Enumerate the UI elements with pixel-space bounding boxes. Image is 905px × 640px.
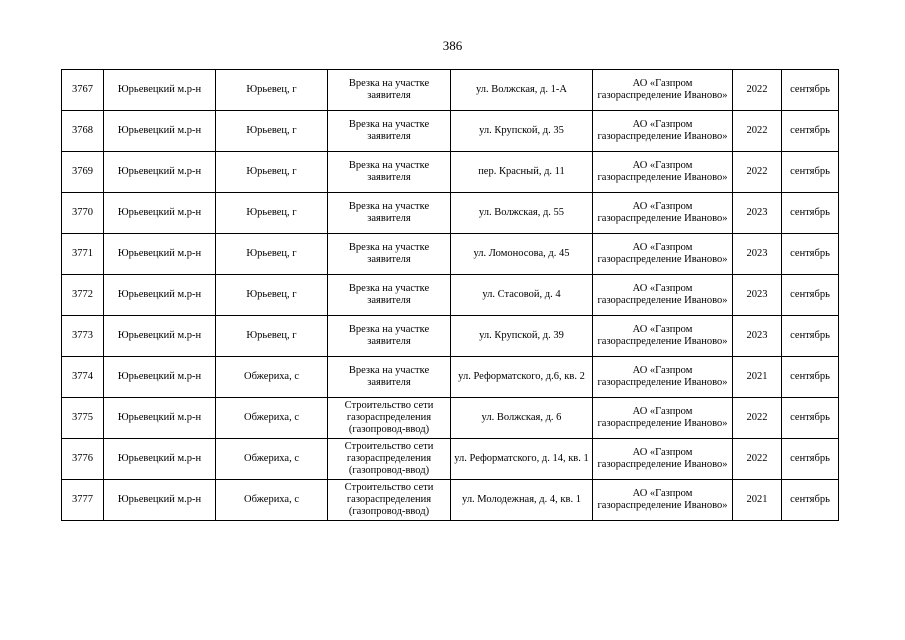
cell-district: Юрьевецкий м.р-н (104, 480, 216, 521)
table-row (62, 316, 839, 357)
cell-month: сентябрь (782, 398, 839, 439)
cell-locality: Обжериха, с (216, 357, 328, 398)
cell-address: ул. Крупской, д. 35 (451, 111, 593, 152)
cell-month: сентябрь (782, 480, 839, 521)
cell-month: сентябрь (782, 357, 839, 398)
cell-address: ул. Молодежная, д. 4, кв. 1 (451, 480, 593, 521)
cell-address: ул. Ломоносова, д. 45 (451, 234, 593, 275)
cell-district: Юрьевецкий м.р-н (104, 275, 216, 316)
table-row (62, 234, 839, 275)
cell-address: пер. Красный, д. 11 (451, 152, 593, 193)
cell-district: Юрьевецкий м.р-н (104, 70, 216, 111)
cell-number: 3767 (62, 70, 104, 111)
cell-organization: АО «Газпром газораспределение Иваново» (593, 398, 733, 439)
cell-number: 3776 (62, 439, 104, 480)
cell-work-type: Врезка на участке заявителя (328, 275, 451, 316)
cell-address: ул. Реформатского, д. 14, кв. 1 (451, 439, 593, 480)
cell-locality: Юрьевец, г (216, 111, 328, 152)
cell-work-type: Строительство сети газораспределения (газопровод-ввод) (328, 480, 451, 521)
cell-organization: АО «Газпром газораспределение Иваново» (593, 480, 733, 521)
cell-organization: АО «Газпром газораспределение Иваново» (593, 316, 733, 357)
cell-address: ул. Волжская, д. 6 (451, 398, 593, 439)
cell-number: 3775 (62, 398, 104, 439)
cell-year: 2022 (733, 152, 782, 193)
cell-district: Юрьевецкий м.р-н (104, 357, 216, 398)
cell-number: 3768 (62, 111, 104, 152)
cell-locality: Юрьевец, г (216, 234, 328, 275)
cell-work-type: Врезка на участке заявителя (328, 316, 451, 357)
cell-year: 2023 (733, 234, 782, 275)
page-number: 386 (442, 38, 463, 53)
cell-number: 3770 (62, 193, 104, 234)
table-body (62, 70, 839, 521)
cell-organization: АО «Газпром газораспределение Иваново» (593, 70, 733, 111)
cell-month: сентябрь (782, 111, 839, 152)
cell-organization: АО «Газпром газораспределение Иваново» (593, 439, 733, 480)
gasification-table (61, 69, 839, 521)
table-row (62, 480, 839, 521)
cell-district: Юрьевецкий м.р-н (104, 193, 216, 234)
cell-month: сентябрь (782, 193, 839, 234)
cell-locality: Юрьевец, г (216, 70, 328, 111)
cell-address: ул. Реформатского, д.6, кв. 2 (451, 357, 593, 398)
cell-month: сентябрь (782, 234, 839, 275)
cell-work-type: Врезка на участке заявителя (328, 357, 451, 398)
table-row (62, 70, 839, 111)
cell-number: 3777 (62, 480, 104, 521)
cell-year: 2023 (733, 275, 782, 316)
cell-work-type: Строительство сети газораспределения (газопровод-ввод) (328, 439, 451, 480)
table-row (62, 439, 839, 480)
cell-work-type: Врезка на участке заявителя (328, 111, 451, 152)
cell-month: сентябрь (782, 275, 839, 316)
cell-organization: АО «Газпром газораспределение Иваново» (593, 234, 733, 275)
cell-month: сентябрь (782, 316, 839, 357)
table-row (62, 275, 839, 316)
table-row (62, 357, 839, 398)
cell-address: ул. Крупской, д. 39 (451, 316, 593, 357)
cell-locality: Обжериха, с (216, 439, 328, 480)
cell-year: 2022 (733, 398, 782, 439)
cell-work-type: Врезка на участке заявителя (328, 70, 451, 111)
cell-organization: АО «Газпром газораспределение Иваново» (593, 193, 733, 234)
cell-locality: Обжериха, с (216, 480, 328, 521)
cell-address: ул. Стасовой, д. 4 (451, 275, 593, 316)
cell-number: 3769 (62, 152, 104, 193)
cell-work-type: Строительство сети газораспределения (газопровод-ввод) (328, 398, 451, 439)
table-row (62, 193, 839, 234)
cell-year: 2022 (733, 439, 782, 480)
cell-locality: Юрьевец, г (216, 275, 328, 316)
cell-district: Юрьевецкий м.р-н (104, 152, 216, 193)
cell-organization: АО «Газпром газораспределение Иваново» (593, 152, 733, 193)
cell-organization: АО «Газпром газораспределение Иваново» (593, 111, 733, 152)
table-row (62, 111, 839, 152)
cell-locality: Юрьевец, г (216, 193, 328, 234)
cell-work-type: Врезка на участке заявителя (328, 193, 451, 234)
cell-address: ул. Волжская, д. 55 (451, 193, 593, 234)
cell-locality: Юрьевец, г (216, 152, 328, 193)
cell-month: сентябрь (782, 70, 839, 111)
cell-year: 2022 (733, 70, 782, 111)
cell-district: Юрьевецкий м.р-н (104, 111, 216, 152)
cell-month: сентябрь (782, 439, 839, 480)
cell-month: сентябрь (782, 152, 839, 193)
cell-number: 3774 (62, 357, 104, 398)
table-row (62, 398, 839, 439)
cell-organization: АО «Газпром газораспределение Иваново» (593, 275, 733, 316)
cell-year: 2023 (733, 193, 782, 234)
cell-locality: Обжериха, с (216, 398, 328, 439)
cell-locality: Юрьевец, г (216, 316, 328, 357)
cell-year: 2022 (733, 111, 782, 152)
cell-number: 3773 (62, 316, 104, 357)
table-row (62, 152, 839, 193)
cell-number: 3772 (62, 275, 104, 316)
cell-organization: АО «Газпром газораспределение Иваново» (593, 357, 733, 398)
cell-work-type: Врезка на участке заявителя (328, 234, 451, 275)
cell-year: 2023 (733, 316, 782, 357)
cell-district: Юрьевецкий м.р-н (104, 439, 216, 480)
cell-district: Юрьевецкий м.р-н (104, 234, 216, 275)
cell-district: Юрьевецкий м.р-н (104, 398, 216, 439)
cell-year: 2021 (733, 357, 782, 398)
cell-district: Юрьевецкий м.р-н (104, 316, 216, 357)
cell-number: 3771 (62, 234, 104, 275)
cell-address: ул. Волжская, д. 1-А (451, 70, 593, 111)
cell-year: 2021 (733, 480, 782, 521)
cell-work-type: Врезка на участке заявителя (328, 152, 451, 193)
